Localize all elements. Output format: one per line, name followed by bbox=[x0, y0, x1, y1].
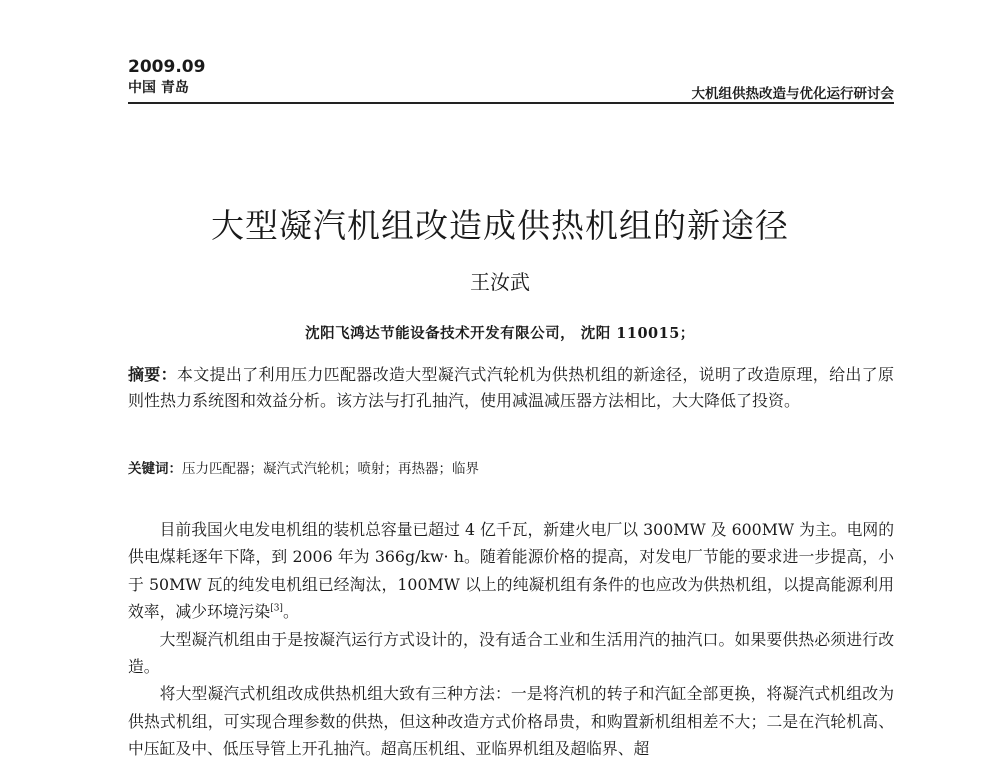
paragraph-1-text: 目前我国火电发电机组的装机总容量已超过 4 亿千瓦，新建火电厂以 300MW 及 600MW 为主。电网的供电煤耗逐年下降，到 2006 年为 366g/kw· h。随着能源价格的提高，对发电厂节能的要求进一步提高，小于 50MW 瓦的纯发电机组已经淘汰，100MW 以上的纯凝机组有条件的也应改为供热机组，以提高能源利用效率，减少环境污染 bbox=[128, 520, 894, 622]
header-conference: 大机组供热改造与优化运行研讨会 bbox=[691, 86, 894, 102]
citation-ref: [3] bbox=[270, 603, 283, 614]
paragraph-3: 将大型凝汽式机组改成供热机组大致有三种方法：一是将汽机的转子和汽缸全部更换，将凝汽式机组改为供热式机组，可实现合理参数的供热，但这种改造方式价格昂贵，和购置新机组相差不大；二是在汽轮机高、中压缸及中、低压导管上开孔抽汽。超高压机组、亚临界机组及超临界、超 bbox=[128, 684, 894, 759]
header-location: 中国 青岛 bbox=[128, 79, 189, 96]
body-text bbox=[128, 516, 894, 763]
abstract bbox=[128, 362, 894, 414]
keywords-label: 关键词： bbox=[128, 461, 182, 477]
keywords-text: 压力匹配器；凝汽式汽轮机；喷射；再热器；临界 bbox=[182, 461, 479, 477]
header-left bbox=[128, 58, 205, 96]
keywords bbox=[128, 459, 894, 479]
paragraph-1-end: 。 bbox=[282, 602, 299, 622]
paper-author: 王汝武 bbox=[470, 270, 530, 294]
paragraph-2: 大型凝汽机组由于是按凝汽运行方式设计的，没有适合工业和生活用汽的抽汽口。如果要供热必须进行改造。 bbox=[128, 629, 894, 677]
header-date: 2009.09 bbox=[128, 57, 206, 77]
header-rule bbox=[128, 102, 894, 104]
paragraph-1 bbox=[128, 516, 894, 626]
paper-affiliation: 沈阳飞鸿达节能设备技术开发有限公司， 沈阳 110015； bbox=[305, 325, 695, 342]
abstract-label: 摘要： bbox=[128, 365, 177, 384]
paper-title: 大型凝汽机组改造成供热机组的新途径 bbox=[211, 206, 789, 245]
abstract-text: 本文提出了利用压力匹配器改造大型凝汽式汽轮机为供热机组的新途径，说明了改造原理，给出了原则性热力系统图和效益分析。该方法与打孔抽汽，使用减温减压器方法相比，大大降低了投资。 bbox=[128, 365, 894, 410]
